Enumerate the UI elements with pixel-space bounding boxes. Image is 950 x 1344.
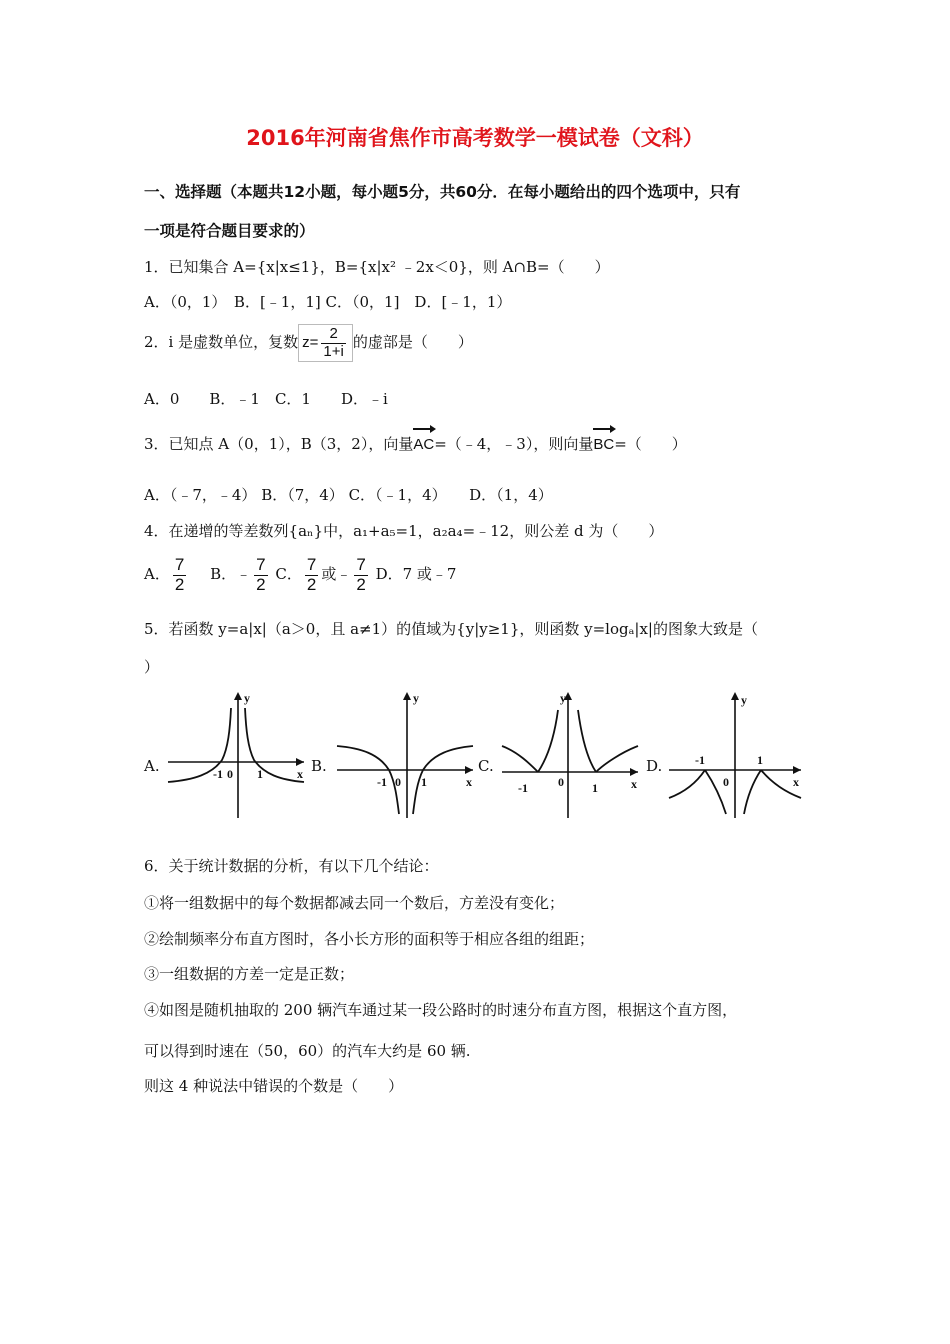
graph-b-x-label: x xyxy=(466,775,472,789)
graph-c-x-label: x xyxy=(631,777,637,791)
question-5-stem-end: ） xyxy=(144,658,160,676)
fraction-numerator: 7 xyxy=(356,555,366,574)
question-3-post: =（ ） xyxy=(614,435,687,453)
question-4-options xyxy=(144,556,456,594)
option-c-label: C． xyxy=(275,565,302,584)
graph-d-label: D. xyxy=(646,757,663,775)
option-a-label: A． xyxy=(144,565,170,584)
or-label: 或﹣ xyxy=(321,565,352,584)
vector-arrow-icon xyxy=(593,428,614,430)
graph-c-label: C. xyxy=(478,757,494,775)
graph-d-x-label: x xyxy=(793,775,799,789)
z-label: z= xyxy=(302,333,319,351)
graph-c xyxy=(498,690,644,820)
vector-ac-label: AC xyxy=(413,436,435,453)
graph-c-tick-neg1: -1 xyxy=(518,781,528,795)
statement-4-line2: 可以得到时速在（50，60）的汽车大约是 60 辆. xyxy=(144,1042,471,1060)
option-d: D．7 或﹣7 xyxy=(375,565,457,584)
graph-d xyxy=(665,690,805,820)
graph-c-tick-0: 0 xyxy=(558,775,564,789)
graph-a-tick-0: 0 xyxy=(227,767,233,781)
graph-d-tick-0: 0 xyxy=(723,775,729,789)
graph-c-tick-1: 1 xyxy=(592,781,598,795)
graph-b-tick-0: 0 xyxy=(395,775,401,789)
section-heading-line1: 一、选择题（本题共12小题，每小题5分，共60分．在每小题给出的四个选项中，只有 xyxy=(144,183,741,201)
fraction-denominator: 2 xyxy=(306,574,317,594)
vector-bc xyxy=(593,426,614,453)
complex-fraction xyxy=(298,324,353,362)
question-2-stem xyxy=(144,324,473,362)
graph-d-y-label: y xyxy=(741,693,747,707)
question-3-options: A．（﹣7，﹣4） B．（7，4） C．（﹣1，4） D．（1，4） xyxy=(144,486,553,504)
option-b-label: B．﹣ xyxy=(210,565,252,584)
graph-b xyxy=(333,690,479,820)
question-3-pre: 3．已知点 A（0，1），B（3，2），向量 xyxy=(144,435,414,453)
vector-bc-label: BC xyxy=(593,436,615,453)
question-6-ask: 则这 4 种说法中错误的个数是（ ） xyxy=(144,1077,404,1095)
statement-1: ①将一组数据中的每个数据都减去同一个数后，方差没有变化； xyxy=(144,894,565,912)
graph-a-y-label: y xyxy=(244,691,250,705)
graph-a-x-label: x xyxy=(297,767,303,781)
statement-2: ②绘制频率分布直方图时，各小长方形的面积等于相应各组的组距； xyxy=(144,930,595,948)
fraction-numerator: 7 xyxy=(174,555,185,574)
graph-c-y-label: y xyxy=(560,691,566,705)
statement-4-line1: ④如图是随机抽取的 200 辆汽车通过某一段公路时的时速分布直方图，根据这个直方图， xyxy=(144,1001,738,1019)
graph-a-tick-neg1: -1 xyxy=(213,767,223,781)
fraction-numerator: 7 xyxy=(256,555,266,574)
graph-d-tick-1: 1 xyxy=(757,753,763,767)
question-1-options: A．（0，1） B．[﹣1，1] C．（0，1] D．[﹣1，1） xyxy=(144,293,512,311)
graph-a-tick-1: 1 xyxy=(257,767,263,781)
fraction-denominator: 2 xyxy=(174,574,185,594)
graph-b-label: B. xyxy=(311,757,327,775)
vector-arrow-icon xyxy=(413,428,434,430)
question-2-options: A．0 B．﹣1 C．1 D．﹣i xyxy=(144,390,388,408)
question-2-post: 的虚部是（ ） xyxy=(352,333,473,351)
fraction-numerator: 2 xyxy=(321,326,345,344)
vector-ac xyxy=(413,426,434,453)
graph-b-y-label: y xyxy=(413,691,419,705)
graph-d-tick-neg1: -1 xyxy=(695,753,705,767)
question-3-mid: =（﹣4，﹣3），则向量 xyxy=(434,435,594,453)
statement-3: ③一组数据的方差一定是正数； xyxy=(144,965,355,983)
page-title: 2016年河南省焦作市高考数学一模试卷（文科） xyxy=(246,126,704,150)
question-3-stem xyxy=(144,426,687,454)
graph-a-label: A. xyxy=(144,757,160,775)
fraction-denominator: 2 xyxy=(256,574,266,594)
section-heading-line2: 一项是符合题目要求的） xyxy=(144,222,315,240)
question-1-stem: 1．已知集合 A={x|x≤1}，B={x|x² ﹣2x＜0}，则 A∩B=（ ） xyxy=(144,258,610,276)
graph-a xyxy=(164,690,310,820)
fraction-denominator: 2 xyxy=(356,574,366,594)
graph-b-tick-1: 1 xyxy=(421,775,427,789)
graph-b-tick-neg1: -1 xyxy=(377,775,387,789)
fraction-denominator: 1+i xyxy=(323,342,344,360)
question-6-stem: 6．关于统计数据的分析，有以下几个结论： xyxy=(144,857,439,875)
fraction-numerator: 7 xyxy=(306,555,317,574)
question-4-stem: 4．在递增的等差数列{aₙ}中，a₁+a₅=1，a₂a₄=﹣12，则公差 d 为（ ） xyxy=(144,522,664,540)
question-5-stem: 5．若函数 y=a|x|（a＞0，且 a≠1）的值域为{y|y≥1}，则函数 y=logₐ|x|的图象大致是（ xyxy=(144,620,758,638)
question-2-pre: 2．i 是虚数单位，复数 xyxy=(144,333,299,351)
